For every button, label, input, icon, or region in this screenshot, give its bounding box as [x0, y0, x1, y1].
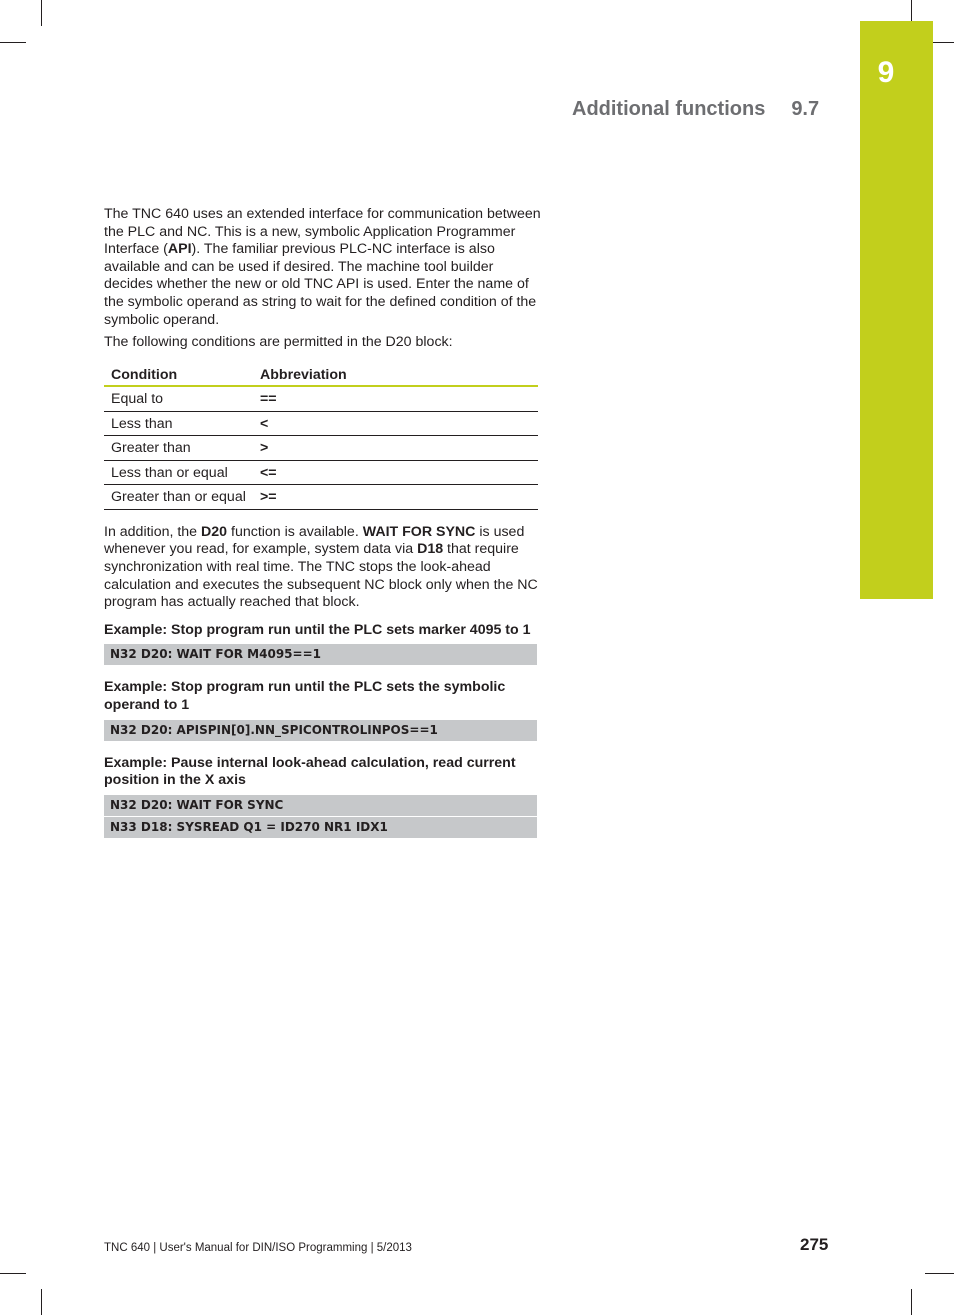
- main-content: [104, 206, 544, 839]
- condition-cell: Greater than or equal: [104, 485, 253, 510]
- wait-for-sync-paragraph: [104, 524, 544, 612]
- text-run: In addition, the: [104, 523, 202, 540]
- code-line: N32 D20: WAIT FOR M4095==1: [104, 644, 537, 665]
- code-line: N32 D20: WAIT FOR SYNC: [104, 795, 537, 816]
- crop-mark: [0, 1273, 26, 1274]
- condition-cell: Greater than: [104, 436, 253, 461]
- footer-text: TNC 640 | User's Manual for DIN/ISO Programming | 5/2013: [104, 1242, 412, 1254]
- abbreviation-cell: <: [253, 411, 538, 436]
- abbreviation-cell: <=: [253, 460, 538, 485]
- table-row: [104, 386, 538, 411]
- intro-text: [104, 206, 544, 352]
- abbreviation-cell: ==: [253, 386, 538, 411]
- example-title: Example: Pause internal look-ahead calculation, read current position in the X axis: [104, 754, 516, 789]
- header-section: 9.7: [791, 98, 820, 120]
- condition-cell: Equal to: [104, 386, 253, 411]
- page-header: [572, 98, 819, 121]
- text-run: ). The familiar previous PLC-NC interface is also available and can be used if desired. The machine tool builder decides whether the new or old TNC API is used. Enter the name of the symbolic operand as string to wait for the defined condition of the symbolic operand.: [104, 241, 537, 328]
- column-header-condition: Condition: [104, 363, 253, 387]
- crop-mark: [41, 1289, 42, 1315]
- text-run: The TNC 640 uses an extended interface for communication between the PLC and NC. This is a new, symbolic Application Programmer Interface (: [104, 206, 541, 258]
- page-number: 275: [800, 1235, 829, 1254]
- body-paragraph: [104, 524, 544, 612]
- bold-term: WAIT FOR SYNC: [362, 523, 476, 540]
- example-title: Example: Stop program run until the PLC sets marker 4095 to 1: [104, 621, 531, 638]
- header-title: Additional functions: [572, 98, 766, 120]
- chapter-number: 9: [877, 56, 895, 89]
- body-paragraph: [104, 206, 544, 329]
- code-line: N33 D18: SYSREAD Q1 = ID270 NR1 IDX1: [104, 817, 537, 838]
- example-block: [104, 679, 544, 740]
- chapter-tab: [860, 21, 933, 599]
- table-row: [104, 485, 538, 510]
- conditions-table: [104, 363, 538, 510]
- crop-mark: [41, 0, 42, 26]
- bold-term: D20: [201, 523, 228, 540]
- crop-mark: [925, 1273, 954, 1274]
- abbreviation-cell: >: [253, 436, 538, 461]
- text-run: that require synchronization with real time. The TNC stops the look-ahead calculation and executes the subsequent NC block only when the NC program has actually reached that block.: [104, 541, 538, 611]
- table-row: [104, 411, 538, 436]
- condition-cell: Less than or equal: [104, 460, 253, 485]
- example-title: Example: Stop program run until the PLC sets the symbolic operand to 1: [104, 679, 506, 713]
- table-header-row: [104, 363, 538, 387]
- crop-mark: [911, 1289, 912, 1315]
- column-header-abbreviation: Abbreviation: [253, 363, 538, 387]
- text-run: function is available.: [227, 523, 363, 540]
- text-run: The following conditions are permitted in the D20 block:: [104, 334, 453, 351]
- example-block: [104, 622, 544, 666]
- bold-term: API: [167, 241, 192, 258]
- table-row: [104, 436, 538, 461]
- text-run: is used whenever you read, for example, system data via: [104, 523, 525, 558]
- body-paragraph: [104, 334, 544, 352]
- crop-mark: [0, 42, 26, 43]
- code-line: N32 D20: APISPIN[0].NN_SPICONTROLINPOS==1: [104, 720, 537, 741]
- table-row: [104, 460, 538, 485]
- abbreviation-cell: >=: [253, 485, 538, 510]
- condition-cell: Less than: [104, 411, 253, 436]
- example-block: [104, 755, 544, 838]
- bold-term: D18: [417, 541, 444, 558]
